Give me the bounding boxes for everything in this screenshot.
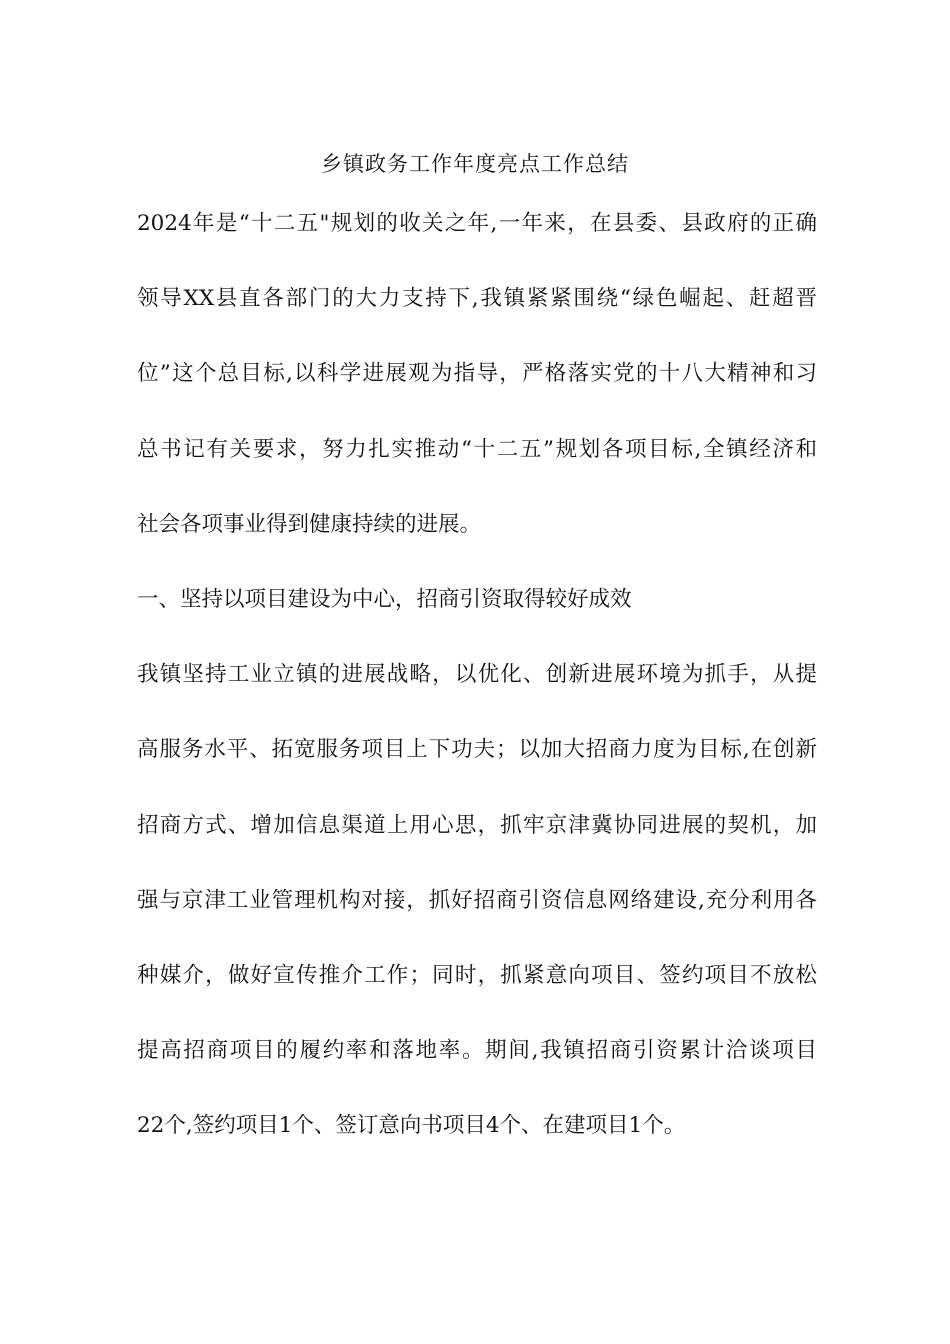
text-line: 22个,签约项目1个、签订意向书项目4个、在建项目1个。	[137, 1113, 686, 1139]
text-line: 招商方式、增加信息渠道上用心思，抓牢京津冀协同进展的契机，加	[137, 812, 817, 838]
text-line: 社会各项事业得到健康持续的进展。	[137, 511, 482, 537]
text-line: 领导XX县直各部门的大力支持下,我镇紧紧围绕“绿色崛起、赶超晋	[137, 286, 817, 312]
text-line: 我镇坚持工业立镇的进展战略，以优化、创新进展环境为抓手，从提	[137, 662, 817, 688]
text-line: 总书记有关要求，努力扎实推动“十二五”规划各项目标,全镇经济和	[137, 436, 817, 462]
text-line: 种媒介，做好宣传推介工作；同时，抓紧意向项目、签约项目不放松	[137, 962, 817, 988]
text-line: 强与京津工业管理机构对接，抓好招商引资信息网络建设,充分利用各	[137, 887, 817, 913]
text-line: 提高招商项目的履约率和落地率。期间,我镇招商引资累计洽谈项目	[137, 1038, 817, 1064]
text-line: 位”这个总目标,以科学进展观为指导，严格落实党的十八大精神和习	[137, 361, 817, 387]
document-title: 乡镇政务工作年度亮点工作总结	[321, 152, 629, 176]
section-heading: 一、坚持以项目建设为中心，招商引资取得较好成效	[137, 586, 632, 612]
document-body	[137, 206, 817, 1183]
text-line: 2024年是“十二五"规划的收关之年,一年来，在县委、县政府的正确	[137, 211, 817, 236]
text-line: 高服务水平、拓宽服务项目上下功夫；以加大招商力度为目标,在创新	[137, 737, 817, 763]
